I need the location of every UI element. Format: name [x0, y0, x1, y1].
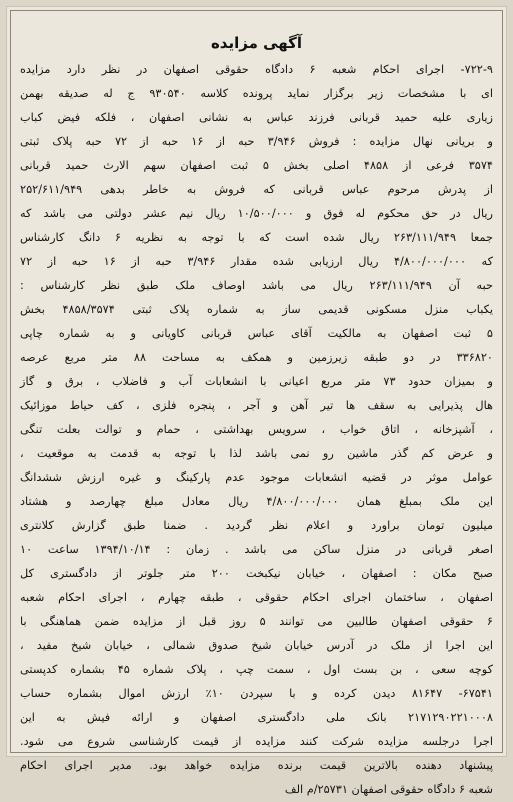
notice-line: از پدرش مرحوم عباس قربانی که فروش به خاطر بدهی ۲۵۲/۶۱۱/۹۴۹	[20, 183, 493, 196]
notice-line: این ملک بمبلغ همان ۴/۸۰۰/۰۰۰/۰۰۰ ریال معادل مبلغ چهارصد و هشتاد	[20, 495, 494, 508]
notice-line: یکباب منزل مسکونی قدیمی ساز به شماره پلاک ثبتی ۴۸۵۸/۳۵۷۴ بخش	[20, 303, 493, 316]
notice-line: اجرا درجلسه مزایده شرکت کنند مزایده از قیمت کارشناسی شروع می شود.	[20, 735, 493, 748]
notice-line: کوچه سعی ، بن بست اول ، سمت چپ ، پلاک شماره ۴۵ بشماره کدپستی	[20, 663, 494, 676]
notice-line: ۳۵۷۴ فرعی از ۴۸۵۸ اصلی بخش ۵ ثبت اصفهان سهم الارث حمید قربانی	[20, 159, 493, 172]
notice-line: عوامل موثر در قضیه انشعابات موجود عدم پارکینگ و غیره ارزش ششدانگ	[20, 471, 493, 484]
notice-line: ۳۳۶۸۲۰ در دو طبقه زیرزمین و همکف به مساحت ۸۸ متر مربع عرصه	[20, 351, 493, 364]
notice-line: صبح مکان : اصفهان ، خیابان نیکبخت ۲۰۰ متر جلوتر از دادگستری کل	[20, 567, 493, 580]
newspaper-clipping	[6, 6, 507, 796]
notice-line: ۶ حقوقی اصفهان طالبین می توانند ۵ روز قبل از مزایده ضمن هماهنگی با	[20, 615, 493, 628]
notice-line: حبه آن ۲۶۳/۱۱۱/۹۴۹ ریال می باشد اوصاف ملک طبق نظر کارشناس :	[20, 279, 493, 292]
notice-line: و بریانی نهال مزایده : فروش ۳/۹۴۶ حبه از ۱۶ حبه از ۷۲ حبه پلاک ثبتی	[20, 135, 493, 148]
notice-line: ای با مشخصات زیر برگزار نماید پرونده کلاسه ۹۳۰۵۴۰ ج له صدیقه بهمن	[20, 87, 493, 100]
notice-line: ۶۷۵۴۱- ۸۱۶۴۷ دیدن کرده و با سپردن ۱۰٪ ارزش اموال بشماره حساب	[20, 687, 493, 700]
notice-line: هال پذیرایی به سقف ها تیر آهن و آجر ، پنجره فلزی ، کف حیاط موزائیک	[20, 399, 493, 412]
notice-line: شعبه ۶ دادگاه حقوقی اصفهان ۲۵۷۳۱/م الف	[284, 783, 493, 796]
notice-line: پیشنهاد دهنده بالاترین قیمت برنده مزایده خواهد بود. مدیر اجرای احکام	[20, 759, 493, 772]
notice-line: میلیون تومان براورد و اعلام نظر گردید . ضمنا طبق گزارش کلانتری	[20, 519, 493, 532]
notice-line: اصغر قربانی در منزل ساکن می باشد . زمان : ۱۳۹۴/۱۰/۱۴ ساعت ۱۰	[20, 543, 493, 556]
notice-line: جمعا ۲۶۳/۱۱۱/۹۴۹ ریال شده است که با توجه به نظریه ۶ دانگ کارشناس	[20, 231, 493, 244]
notice-line: این اجرا از ملک در آدرس خیابان شیخ صدوق شمالی ، خیابان شیخ مفید ،	[20, 639, 493, 652]
notice-line: و عرض کم گذر ماشین رو نمی باشد لذا با توجه به قدمت به موقعیت ،	[20, 447, 493, 460]
notice-title: آگهی مزایده	[210, 34, 303, 52]
notice-line: ۵ ثبت اصفهان به مالکیت آقای عباس قربانی کاویانی و به شماره چاپی	[20, 327, 493, 340]
notice-line: و بمیزان حدود ۷۳ متر مربع اعیانی با انشعابات آب و فاضلاب ، برق و گاز	[20, 375, 493, 388]
notice-line: ۲۱۷۱۲۹۰۲۲۱۰۰۰۸ بانک ملی دادگستری اصفهان و ارائه فیش به این	[20, 711, 493, 724]
notice-line: ، آشپزخانه ، اتاق خواب ، سرویس بهداشتی ، حمام و توالت بعلت تنگی	[20, 423, 493, 436]
notice-body	[20, 58, 493, 802]
notice-line: ۷۲۲-۹- اجرای احکام شعبه ۶ دادگاه حقوقی اصفهان در نظر دارد مزایده	[20, 63, 493, 76]
notice-line: زیاری علیه حمید قربانی فرزند عباس به نشانی اصفهان ، فلکه فیض کباب	[20, 111, 493, 124]
notice-line: که ۴/۸۰۰/۰۰۰/۰۰۰ ریال ارزیابی شده مقدار ۳/۹۴۶ حبه از ۱۶ حبه از ۷۲	[20, 255, 493, 268]
notice-line: اصفهان ، ساختمان اجرای احکام حقوقی ، طبقه چهارم ، اجرای احکام شعبه	[20, 591, 493, 604]
notice-line: ریال در حق محکوم له فوق و ۱۰/۵۰۰/۰۰۰ ریال نیم عشر دولتی می باشد که	[20, 207, 493, 220]
